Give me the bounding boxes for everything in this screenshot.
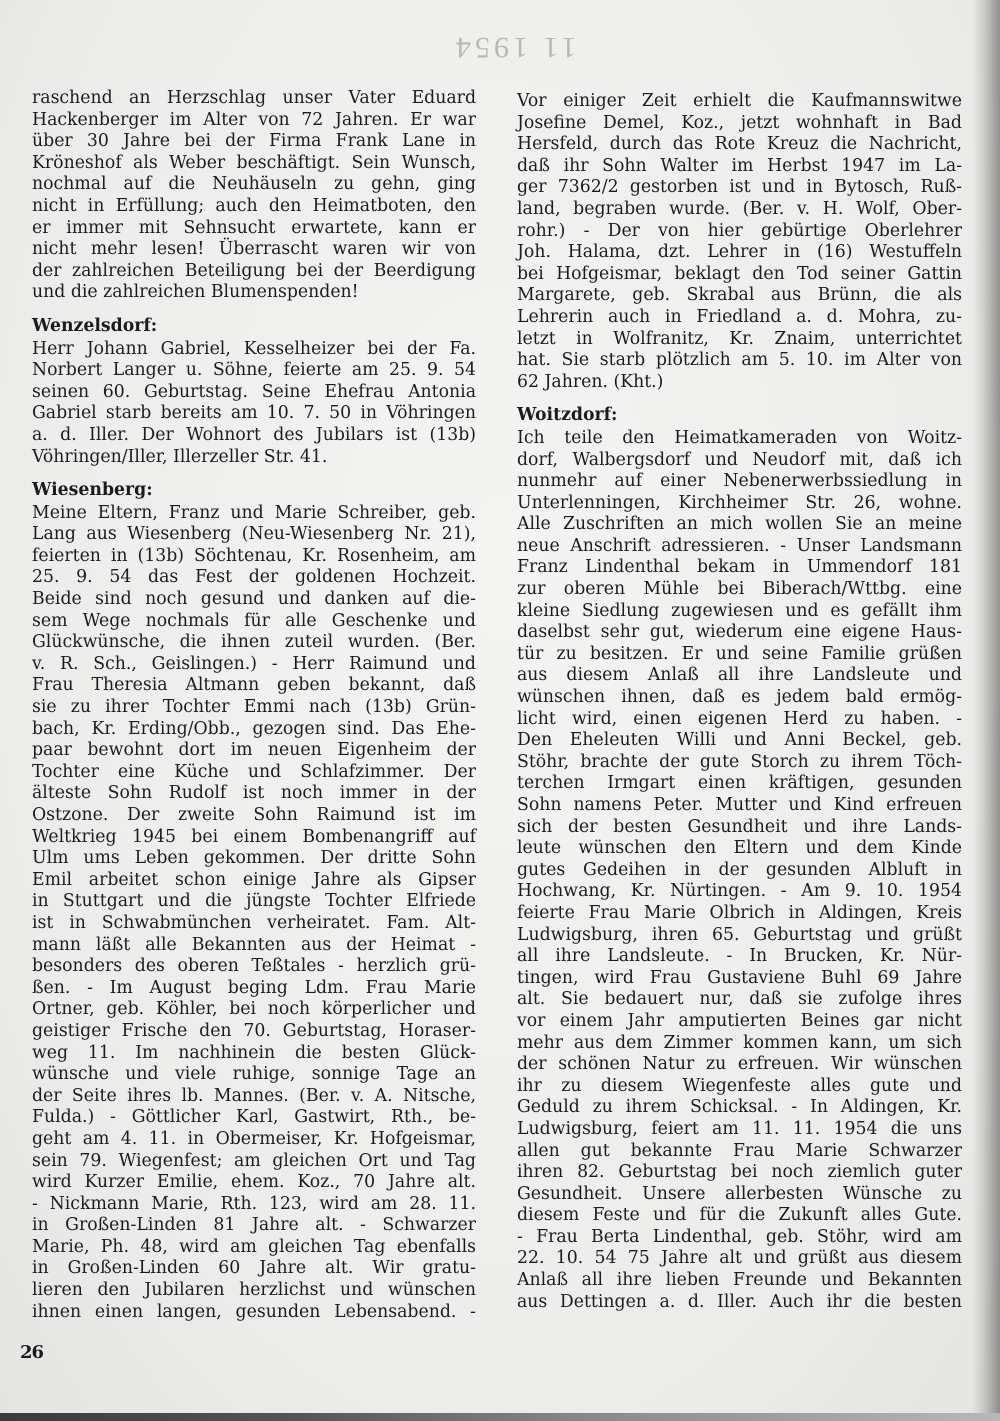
text-line: und die zahlreichen Blumenspenden!	[32, 282, 359, 303]
text-line: nochmal auf die Neuhäuseln zu gehn, ging	[32, 174, 476, 195]
page-edge-shadow	[972, 0, 1000, 1421]
intro-paragraph-right	[517, 91, 962, 393]
text-line: aus Dettingen a. d. Iller. Auch ihr die besten	[517, 1291, 962, 1312]
text-line: lieren den Jubilaren herzlichst und wünschen	[32, 1280, 476, 1301]
text-line: Alle Zuschriften an mich wollen Sie an meine	[517, 514, 962, 535]
section-heading: Woitzdorf:	[517, 405, 618, 426]
text-line: er immer mit Sehnsucht erwartete, kann er	[32, 217, 476, 238]
text-line: nicht mehr lesen! Überrascht waren wir von	[32, 239, 476, 260]
text-line: Ulm ums Leben gekommen. Der dritte Sohn	[32, 848, 476, 869]
text-line: alt. Sie bedauert nur, daß sie zufolge ihres	[517, 989, 962, 1010]
text-line: letzt in Wolfranitz, Kr. Znaim, unterrichtet	[517, 328, 962, 349]
text-line: hat. Sie starb plötzlich am 5. 10. im Alter von	[517, 350, 962, 371]
text-line: mann läßt alle Bekannten aus der Heimat -	[32, 934, 476, 955]
text-line: Ich teile den Heimatkameraden von Woitz-	[517, 427, 962, 448]
text-line: raschend an Herzschlag unser Vater Eduard	[32, 88, 476, 108]
text-line: geistiger Frische den 70. Geburtstag, Horaser-	[32, 1020, 476, 1041]
text-line: paar bewohnt dort im neuen Eigenheim der	[32, 740, 476, 761]
text-line: Gabriel starb bereits am 10. 7. 50 in Vöhringen	[32, 403, 476, 424]
intro-paragraph-left	[32, 88, 476, 304]
text-line: Margarete, geb. Skrabal aus Brünn, die als	[517, 285, 962, 306]
text-line: sich der besten Gesundheit und ihre Lands-	[517, 816, 962, 837]
text-line: Geduld zu ihrem Schicksal. - In Aldingen, Kr.	[517, 1097, 962, 1118]
text-line: daselbst sehr gut, wiederum eine eigene Haus-	[517, 622, 962, 643]
text-line: Unterlenningen, Kirchheimer Str. 26, wohne.	[517, 492, 962, 513]
text-line: wird Kurzer Emilie, ehem. Koz., 70 Jahre alt.	[32, 1172, 476, 1193]
text-line: Ludwigsburg, feiert am 11. 11. 1954 die uns	[517, 1118, 962, 1139]
text-line: Stöhr, brachte der gute Storch zu ihrem Töch-	[517, 751, 962, 772]
text-line: v. R. Sch., Geislingen.) - Herr Raimund und	[32, 653, 476, 674]
text-line: feierte Frau Marie Olbrich in Aldingen, Kreis	[517, 902, 962, 923]
text-line: besonders des oberen Teßtales - herzlich grü-	[32, 956, 476, 977]
text-line: Den Eheleuten Willi und Anni Beckel, geb.	[517, 730, 962, 751]
text-line: Franz Lindenthal bekam in Ummendorf 181	[517, 557, 962, 578]
text-line: - Nickmann Marie, Rth. 123, wird am 28. 11.	[32, 1193, 476, 1214]
text-line: Gesundheit. Unsere allerbesten Wünsche zu	[517, 1183, 962, 1204]
text-line: feierten in (13b) Söchtenau, Kr. Rosenheim, am	[32, 545, 476, 566]
text-line: - Frau Berta Lindenthal, geb. Stöhr, wird am	[517, 1226, 962, 1247]
text-line: sie zu ihrer Tochter Emmi nach (13b) Grün-	[32, 697, 476, 718]
text-line: daß ihr Sohn Walter im Herbst 1947 im La-	[517, 155, 962, 176]
text-line: leute wünschen den Eltern und dem Kinde	[517, 838, 962, 859]
text-line: Joh. Halama, dzt. Lehrer in (16) Westuffeln	[517, 242, 962, 263]
right-column	[517, 91, 962, 1313]
section-woitzdorf	[517, 405, 962, 1313]
text-line: allen gut bekannte Frau Marie Schwarzer	[517, 1140, 962, 1161]
text-line: gutes Gedeihen in der gesunden Albluft in	[517, 859, 962, 880]
text-line: älteste Sohn Rudolf ist noch immer in der	[32, 783, 476, 804]
left-column	[32, 88, 476, 1323]
page-number: 26	[20, 1342, 44, 1363]
text-line: Sohn namens Peter. Mutter und Kind erfreuen	[517, 795, 962, 815]
text-line: Frau Theresia Altmann geben bekannt, daß	[32, 675, 476, 696]
text-line: Anlaß all ihre lieben Freunde und Bekannten	[517, 1270, 962, 1291]
text-line: dorf, Walbergsdorf und Neudorf mit, daß ich	[517, 449, 962, 470]
text-line: aus diesem Anlaß all ihre Landsleute und	[517, 665, 962, 686]
text-line: Fulda.) - Göttlicher Karl, Gastwirt, Rth., be-	[32, 1107, 476, 1128]
date-stamp: 11 1954	[452, 31, 577, 64]
text-line: in Stuttgart und die jüngste Tochter Elfriede	[32, 891, 476, 912]
text-line: der zahlreichen Beteiligung bei der Beerdigung	[32, 260, 476, 281]
text-line: Weltkrieg 1945 bei einem Bombenangriff auf	[32, 826, 476, 847]
text-line: Lang aus Wiesenberg (Neu-Wiesenberg Nr. 21),	[32, 524, 476, 545]
text-line: Norbert Langer u. Söhne, feierte am 25. 9. 54	[32, 360, 476, 381]
text-line: land, begraben wurde. (Ber. v. H. Wolf, Ober-	[517, 198, 962, 219]
section-wenzelsdorf	[32, 316, 476, 468]
text-line: Hersfeld, durch das Rote Kreuz die Nachricht,	[517, 134, 962, 155]
text-line: Meine Eltern, Franz und Marie Schreiber, geb.	[32, 502, 476, 523]
text-line: ihr zu diesem Wiegenfeste alles gute und	[517, 1075, 962, 1096]
text-line: wünsche und viele ruhige, sonnige Tage an	[32, 1064, 476, 1085]
text-line: kleine Siedlung zugewiesen und es gefällt ihm	[517, 600, 962, 621]
text-line: wünschen ihnen, daß es jedem bald ermög-	[517, 687, 962, 708]
text-line: Glückwünsche, die ihnen zuteil wurden. (Ber.	[32, 632, 476, 653]
text-line: seinen 60. Geburtstag. Seine Ehefrau Antonia	[32, 381, 476, 402]
text-line: a. d. Iller. Der Wohnort des Jubilars ist (13b)	[32, 424, 476, 445]
section-wiesenberg	[32, 480, 476, 1323]
text-line: nicht in Erfüllung; auch den Heimatboten, den	[32, 195, 476, 216]
text-line: geht am 4. 11. in Obermeiser, Kr. Hofgeismar,	[32, 1128, 476, 1149]
text-line: Hackenberger im Alter von 72 Jahren. Er war	[32, 109, 476, 130]
text-line: sem Wege nochmals für alle Geschenke und	[32, 610, 476, 631]
text-line: Tochter eine Küche und Schlafzimmer. Der	[32, 761, 476, 782]
text-line: tür zu besitzen. Er und seine Familie grüßen	[517, 643, 962, 664]
text-line: Josefine Demel, Koz., jetzt wohnhaft in Bad	[517, 112, 962, 133]
text-line: Hochwang, Kr. Nürtingen. - Am 9. 10. 1954	[517, 881, 962, 902]
text-line: 22. 10. 54 75 Jahre alt und grüßt aus diesem	[517, 1248, 962, 1269]
text-line: Marie, Ph. 48, wird am gleichen Tag ebenfalls	[32, 1236, 476, 1257]
text-line: ihren 82. Geburtstag bei noch ziemlich guter	[517, 1162, 962, 1183]
text-line: licht wird, einen eigenen Herd zu haben. -	[517, 708, 962, 729]
text-line: Ortner, geb. Köhler, bei noch körperlicher und	[32, 999, 476, 1020]
text-line: Lehrerin auch in Friedland a. d. Mohra, zu-	[517, 306, 962, 327]
text-line: ger 7362/2 gestorben ist und in Bytosch, Ruß-	[517, 177, 962, 198]
text-line: ist in Schwabmünchen verheiratet. Fam. Alt-	[32, 912, 476, 933]
text-line: terchen Irmgart einen kräftigen, gesunden	[517, 773, 962, 794]
text-line: weg 11. Im nachhinein die besten Glück-	[32, 1042, 476, 1063]
text-line: ßen. - Im August beging Ldm. Frau Marie	[32, 977, 476, 998]
text-line: sein 79. Wiegenfest; am gleichen Ort und Tag	[32, 1150, 476, 1171]
text-line: Beide sind noch gesund und danken auf die-	[32, 589, 476, 610]
text-line: vor einem Jahr amputierten Beines gar nicht	[517, 1010, 962, 1031]
text-line: Vor einiger Zeit erhielt die Kaufmannswitwe	[517, 91, 962, 111]
text-line: rohr.) - Der von hier gebürtige Oberlehrer	[517, 220, 962, 241]
text-line: 62 Jahren. (Kht.)	[517, 371, 664, 392]
text-line: der schönen Natur zu erfreuen. Wir wünschen	[517, 1054, 962, 1075]
text-line: Ludwigsburg, ihren 65. Geburtstag und grüßt	[517, 924, 962, 945]
text-line: bach, Kr. Erding/Obb., gezogen sind. Das Ehe-	[32, 718, 476, 739]
text-line: mehr aus dem Zimmer kommen kann, um sich	[517, 1032, 962, 1053]
text-line: ihnen einen langen, gesunden Lebensabend. -	[32, 1301, 476, 1322]
section-heading: Wiesenberg:	[32, 480, 153, 501]
text-line: all ihre Landsleute. - In Brucken, Kr. Nür-	[517, 946, 962, 967]
text-line: Ostzone. Der zweite Sohn Raimund ist im	[32, 805, 476, 825]
text-line: Herr Johann Gabriel, Kesselheizer bei der Fa.	[32, 338, 476, 359]
text-line: tingen, wird Frau Gustaviene Buhl 69 Jahre	[517, 967, 962, 988]
text-line: neue Anschrift adressieren. - Unser Landsmann	[517, 535, 962, 556]
text-line: in Großen-Linden 81 Jahre alt. - Schwarzer	[32, 1215, 476, 1236]
text-line: Emil arbeitet schon einige Jahre als Gipser	[32, 869, 476, 890]
text-line: Vöhringen/Iller, Illerzeller Str. 41.	[32, 446, 328, 467]
section-heading: Wenzelsdorf:	[32, 315, 158, 336]
text-line: bei Hofgeismar, beklagt den Tod seiner Gattin	[517, 263, 962, 284]
text-line: Kröneshof als Weber beschäftigt. Sein Wunsch,	[32, 152, 476, 173]
text-line: zur oberen Mühle bei Biberach/Wttbg. eine	[517, 579, 962, 600]
text-line: in Großen-Linden 60 Jahre alt. Wir gratu-	[32, 1258, 476, 1279]
text-line: über 30 Jahre bei der Firma Frank Lane in	[32, 131, 476, 152]
text-line: nunmehr auf einer Nebenerwerbssiedlung in	[517, 471, 962, 492]
text-line: diesem Feste und für die Zukunft alles Gute.	[517, 1205, 962, 1226]
scan-bottom-edge	[0, 1413, 1000, 1421]
text-line: 25. 9. 54 das Fest der goldenen Hochzeit.	[32, 567, 476, 588]
text-line: der Seite ihres lb. Mannes. (Ber. v. A. Nitsche,	[32, 1085, 476, 1106]
